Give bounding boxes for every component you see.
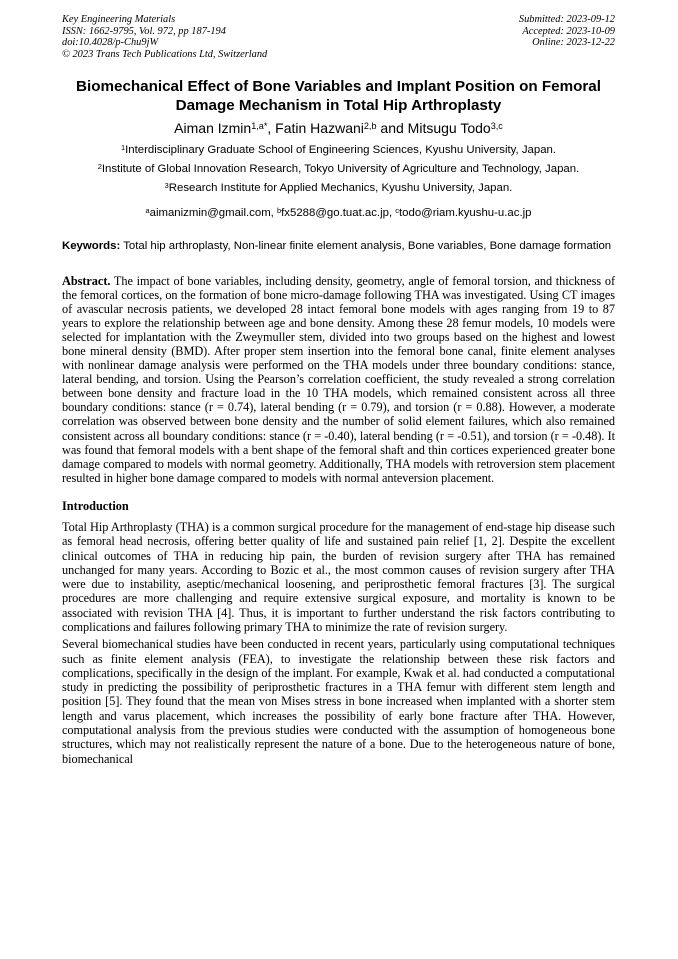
issn: ISSN: 1662-9795, Vol. 972, pp 187-194 [62, 25, 226, 37]
author-affiliation-mark: 2,b [363, 120, 377, 131]
abstract-label: Abstract. [62, 273, 111, 288]
abstract-text: The impact of bone variables, including density, geometry, angle of femoral torsion, and thickness of the femoral cortices, on the formation of bone micro-damage following THA was investigated. Using CT images of avascular necrosis patients, we developed 28 intact femoral bone models with ages ranging from 19 to 87 years to explore the relationship between age and bone density. Among these 28 femur models, 10 models were selected for implantation with the Zweymuller stem, divided into two groups based on the highest and lowest bone mineral density (BMD). After proper stem insertion into the femoral bone canal, finite element analyses with nonlinear damage analysis were performed on the THA models under three boundary conditions: stance, lateral bending, and torsion. Using the Pearson’s correlation coefficient, the study revealed a strong correlation between bone density and fracture load in the 10 THA models, which remained consistent across all three boundary conditions: stance (r = 0.74), lateral bending (r = 0.79), and torsion (r = 0.88). However, a moderate correlation was observed between bone density and the number of solid element failures, which also remained consistent across all boundary conditions: stance (r = -0.40), lateral bending (r = -0.51), and torsion (r = -0.48). It was found that femoral models with a bent shape of the femoral shaft and thin cortices experienced greater bone damage compared to models with normal geometry. Additionally, THA models with retroversion stem placement resulted in higher bone damage compared to models with normal anteversion placement. [62, 273, 615, 485]
paper-page [62, 14, 615, 766]
author-separator: , [267, 120, 276, 136]
dates-info [519, 14, 615, 60]
journal-header [62, 14, 615, 60]
affiliation-number: 2 [97, 161, 102, 171]
author-emails [62, 206, 615, 220]
email-mark: a [145, 205, 150, 215]
author-name: Mitsugu Todo [407, 120, 491, 136]
publication-info [62, 14, 267, 60]
journal-name: Key Engineering Materials [62, 14, 176, 25]
copyright: © 2023 Trans Tech Publications Ltd, Switzerland [62, 48, 268, 60]
email-mark: c [395, 205, 399, 215]
keywords-text: Total hip arthroplasty, Non-linear finite element analysis, Bone variables, Bone damage formation [120, 240, 612, 252]
affiliation-text: Research Institute for Applied Mechanics, Kyushu University, Japan. [168, 182, 513, 194]
abstract [62, 274, 615, 485]
affiliation [62, 162, 615, 176]
email-address[interactable]: aimanizmin@gmail.com, [149, 207, 278, 219]
keywords [62, 240, 615, 254]
email-address[interactable]: fx5288@go.tuat.ac.jp, [281, 207, 396, 219]
affiliation [62, 181, 615, 195]
email-address[interactable]: todo@riam.kyushu-u.ac.jp [399, 207, 532, 219]
affiliation-number: 3 [164, 180, 169, 190]
online-date: Online: 2023-12-22 [532, 37, 615, 48]
author-name: Aiman Izmin [174, 120, 252, 136]
author-separator: and [376, 120, 408, 136]
affiliation-text: Institute of Global Innovation Research, Tokyo University of Agriculture and Technology, Japan. [101, 163, 580, 175]
author-affiliation-mark: 1,a* [251, 120, 268, 131]
submitted-date: Submitted: 2023-09-12 [518, 14, 615, 25]
affiliation [62, 143, 615, 157]
introduction-heading: Introduction [62, 498, 129, 513]
keywords-label: Keywords: [62, 240, 121, 252]
author-list [62, 119, 615, 137]
introduction-paragraph: Total Hip Arthroplasty (THA) is a common surgical procedure for the management of end-stage hip disease such as femoral head necrosis, offering better quality of life and sustained pain relief [1, 2]. Despite the excellent clinical outcomes of THA in reducing hip pain, the burden of revision surgery after THA has remained unchanged for many years. According to Bozic et al., the most common causes of revision surgery after THA were due to instability, aseptic/mechanical loosening, and periprosthetic femoral fractures [3]. The surgical procedures are more challenging and require extensive surgical exposure, and mortality is known to be associated with revision THA [4]. Thus, it is important to further understand the risk factors contributing to complications and failures following primary THA to minimize the rate of revision surgery. [62, 519, 615, 634]
author-name: Fatin Hazwani [275, 120, 364, 136]
introduction-paragraph: Several biomechanical studies have been conducted in recent years, particularly using computational techniques such as finite element analysis (FEA), to investigate the relationship between these risk factors and complications, specifically in the design of the implant. For example, Kwak et al. had conducted a computational study in predicting the possibility of periprosthetic fractures in a THA femur with different stem length and position [5]. They found that the mean von Mises stress in bone increased when implanted with a shorter stem length and varus placement, which increases the possibility of early bone fracture after THA. However, computational analysis from the previous studies were conducted with the assumption of homogeneous bone structures, which may not realistically represent the nature of a bone. Due to the heterogeneous nature of bone, biomechanical [62, 637, 615, 766]
accepted-date: Accepted: 2023-10-09 [522, 25, 615, 37]
affiliation-number: 1 [120, 142, 126, 152]
doi: doi:10.4028/p-Chu9jW [62, 37, 159, 48]
paper-title: Biomechanical Effect of Bone Variables and Implant Position on Femoral Damage Mechanism in Total Hip Arthroplasty [76, 78, 601, 114]
email-mark: b [277, 205, 282, 215]
affiliation-text: Interdisciplinary Graduate School of Engineering Sciences, Kyushu University, Japan. [125, 144, 557, 156]
author-affiliation-mark: 3,c [490, 120, 503, 131]
